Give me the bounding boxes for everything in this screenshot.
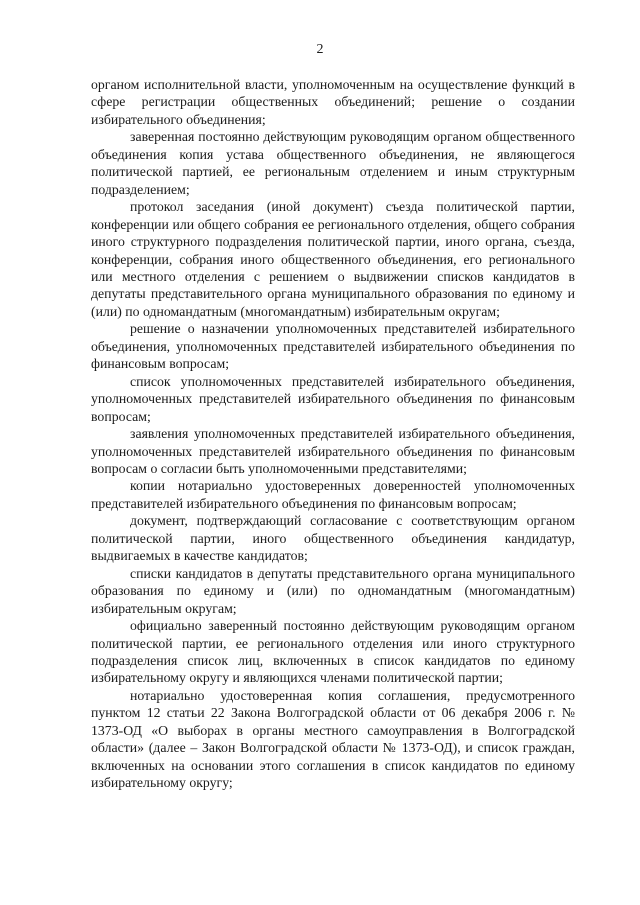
- paragraph: органом исполнительной власти, уполномоченным на осуществление функций в сфере регистрации общественных объединений; решение о создании избирательного объединения;: [91, 77, 575, 127]
- paragraph: списки кандидатов в депутаты представительного органа муниципального образования по единому и (или) по одномандатным (многомандатным) избирательным округам;: [91, 565, 575, 616]
- paragraph: заверенная постоянно действующим руководящим органом общественного объединения копия устава общественного объединения, не являющегося политической партией, ее региональным отделением и иным структурным подразделением;: [91, 129, 575, 197]
- paragraph: нотариально удостоверенная копия соглашения, предусмотренного пунктом 12 статьи 22 Закона Волгоградской области от 06 декабря 2006 г. № 1373-ОД «О выборах в органы местного самоуправления в Волгоградской области» (далее – Закон Волгоградской области № 1373-ОД), и список граждан, включенных на основании этого соглашения в список кандидатов по единому избирательному округу;: [91, 687, 575, 791]
- paragraph: список уполномоченных представителей избирательного объединения, уполномоченных представителей избирательного объединения по финансовым вопросам;: [91, 373, 575, 424]
- paragraph: документ, подтверждающий согласование с соответствующим органом политической партии, иного общественного объединения кандидатур, выдвигаемых в качестве кандидатов;: [91, 513, 575, 564]
- paragraph: официально заверенный постоянно действующим руководящим органом политической партии, ее регионального отделения или иного структурного подразделения список лиц, включенных в список кандидатов по единому избирательному округу и являющихся членами политической партии;: [91, 618, 575, 686]
- paragraph: решение о назначении уполномоченных представителей избирательного объединения, уполномоченных представителей избирательного объединения по финансовым вопросам;: [91, 321, 575, 372]
- paragraph: заявления уполномоченных представителей избирательного объединения, уполномоченных представителей избирательного объединения по финансовым вопросам о согласии быть уполномоченными представителями;: [91, 426, 575, 476]
- paragraph: протокол заседания (иной документ) съезда политической партии, конференции или общего собрания ее регионального отделения, общего собрания иного структурного подразделения политической партии, иного органа, съезда, конференции, собрания иного общественного объединения, его регионального или местного отделения с решением о выдвижении списков кандидатов в депутаты представительного органа муниципального образования по единому и (или) по одномандатным (многомандатным) избирательным округам;: [91, 199, 575, 319]
- page-number: 2: [316, 42, 324, 57]
- document-body: [91, 76, 575, 792]
- paragraph: копии нотариально удостоверенных доверенностей уполномоченных представителей избирательного объединения по финансовым вопросам;: [91, 478, 575, 511]
